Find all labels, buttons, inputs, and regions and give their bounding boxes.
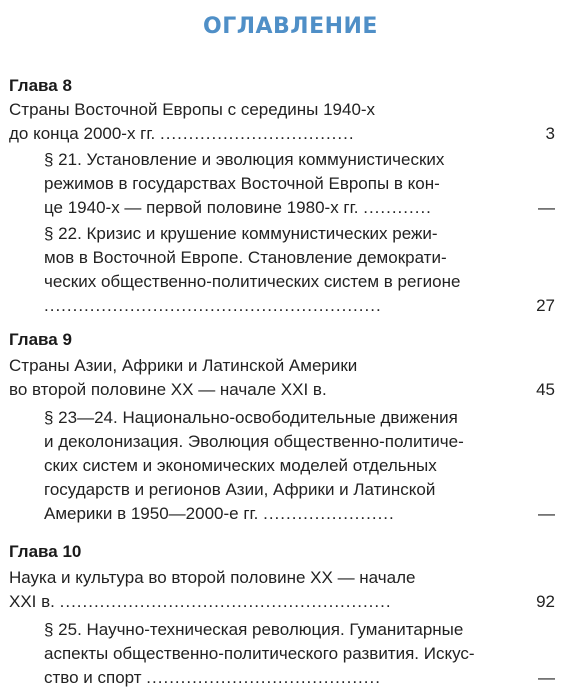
section-22-line-3: ческих общественно-политических систем в регионе xyxy=(44,272,461,291)
chapter-8-title-line-2 xyxy=(9,124,355,144)
section-21-line-2: режимов в государствах Восточной Европы в кон- xyxy=(44,174,440,193)
page-number: — xyxy=(538,504,555,523)
chapter-9-title-line-1: Страны Азии, Африки и Латинской Америки xyxy=(9,356,358,375)
section-23-24-text: Америки в 1950—2000-е гг. xyxy=(44,504,259,523)
page-number: 45 xyxy=(536,380,555,399)
chapter-10-title-text: XXI в. xyxy=(9,592,55,611)
leader-dots: .................................. xyxy=(159,124,355,143)
section-25-line-1: § 25. Научно-техническая революция. Гуманитарные xyxy=(44,620,464,639)
page-number: 3 xyxy=(545,124,555,143)
section-23-24-line-2: и деколонизация. Эволюция общественно-политиче- xyxy=(44,432,464,451)
leader-dots: ....................... xyxy=(263,504,395,523)
section-23-24-line-5 xyxy=(44,504,395,524)
leader-dots: ........................................................... xyxy=(44,296,382,315)
section-21-text: це 1940-х — первой половине 1980-х гг. xyxy=(44,198,359,217)
page-number: — xyxy=(538,198,555,217)
leader-dots: .......................................................... xyxy=(59,592,392,611)
chapter-8-title-line-1: Страны Восточной Европы с середины 1940-х xyxy=(9,100,376,119)
page-number: — xyxy=(538,668,555,687)
leader-dots: ......................................... xyxy=(146,668,381,687)
chapter-heading-9: Глава 9 xyxy=(9,330,72,349)
section-23-24-line-1: § 23—24. Национально-освободительные движения xyxy=(44,408,458,427)
chapter-10-title-line-1: Наука и культура во второй половине XX — начале xyxy=(9,568,416,587)
section-23-24-line-4: государств и регионов Азии, Африки и Латинской xyxy=(44,480,436,499)
page-number: 92 xyxy=(536,592,555,611)
chapter-10-title-line-2 xyxy=(9,592,392,612)
section-25-line-3 xyxy=(44,668,381,688)
chapter-8-title-text: до конца 2000-х гг. xyxy=(9,124,156,143)
chapter-9-title-line-2: во второй половине XX — начале XXI в. xyxy=(9,380,327,399)
section-25-line-2: аспекты общественно-политического развития. Искус- xyxy=(44,644,475,663)
section-22-line-4 xyxy=(44,296,382,316)
chapter-heading-10: Глава 10 xyxy=(9,542,82,561)
section-21-line-3 xyxy=(44,198,432,218)
section-22-line-1: § 22. Кризис и крушение коммунистических режи- xyxy=(44,224,438,243)
section-22-line-2: мов в Восточной Европе. Становление демократи- xyxy=(44,248,447,267)
page-number: 27 xyxy=(536,296,555,315)
section-23-24-line-3: ских систем и экономических моделей отдельных xyxy=(44,456,437,475)
leader-dots: ............ xyxy=(363,198,432,217)
page-title: ОГЛАВЛЕНИЕ xyxy=(203,14,378,39)
chapter-heading-8: Глава 8 xyxy=(9,76,72,95)
section-25-text: ство и спорт xyxy=(44,668,142,687)
section-21-line-1: § 21. Установление и эволюция коммунистических xyxy=(44,150,445,169)
